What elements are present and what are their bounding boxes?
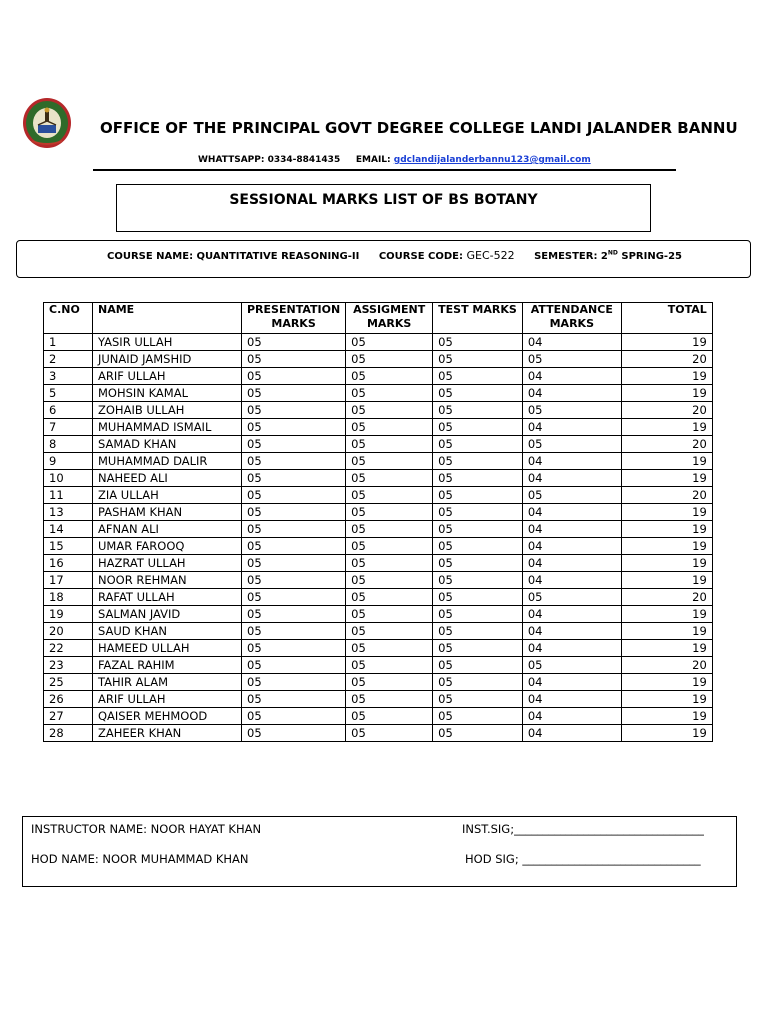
total-cell: 19	[621, 623, 712, 640]
attendance-cell: 04	[522, 334, 621, 351]
total-cell: 19	[621, 538, 712, 555]
test-cell: 05	[433, 691, 523, 708]
presentation-cell: 05	[242, 589, 346, 606]
presentation-cell: 05	[242, 606, 346, 623]
test-cell: 05	[433, 402, 523, 419]
total-cell: 19	[621, 725, 712, 742]
name-cell: FAZAL RAHIM	[93, 657, 242, 674]
name-cell: ZIA ULLAH	[93, 487, 242, 504]
total-cell: 20	[621, 436, 712, 453]
table-header-row	[44, 303, 713, 334]
name-cell: HAZRAT ULLAH	[93, 555, 242, 572]
table-row	[44, 419, 713, 436]
total-cell: 19	[621, 419, 712, 436]
assignment-cell: 05	[346, 572, 433, 589]
cno-cell: 10	[44, 470, 93, 487]
hod-name: HOD NAME: NOOR MUHAMMAD KHAN	[31, 852, 249, 866]
table-row	[44, 453, 713, 470]
semester-label: SEMESTER: 2	[534, 251, 608, 262]
course-name: COURSE NAME: QUANTITATIVE REASONING-II	[107, 251, 360, 262]
attendance-cell: 04	[522, 368, 621, 385]
presentation-cell: 05	[242, 691, 346, 708]
name-cell: UMAR FAROOQ	[93, 538, 242, 555]
table-row	[44, 436, 713, 453]
col-header-total: TOTAL	[621, 303, 712, 334]
cno-cell: 8	[44, 436, 93, 453]
name-cell: ARIF ULLAH	[93, 691, 242, 708]
presentation-cell: 05	[242, 402, 346, 419]
total-cell: 19	[621, 385, 712, 402]
cno-cell: 28	[44, 725, 93, 742]
assignment-cell: 05	[346, 504, 433, 521]
cno-cell: 2	[44, 351, 93, 368]
test-cell: 05	[433, 351, 523, 368]
cno-cell: 25	[44, 674, 93, 691]
presentation-cell: 05	[242, 419, 346, 436]
presentation-cell: 05	[242, 708, 346, 725]
cno-cell: 18	[44, 589, 93, 606]
table-row	[44, 606, 713, 623]
name-cell: NAHEED ALI	[93, 470, 242, 487]
semester-suffix: ND	[607, 249, 618, 257]
cno-cell: 27	[44, 708, 93, 725]
attendance-cell: 04	[522, 725, 621, 742]
assignment-cell: 05	[346, 674, 433, 691]
attendance-cell: 04	[522, 691, 621, 708]
presentation-cell: 05	[242, 385, 346, 402]
test-cell: 05	[433, 674, 523, 691]
name-cell: MUHAMMAD DALIR	[93, 453, 242, 470]
name-cell: SALMAN JAVID	[93, 606, 242, 623]
name-cell: TAHIR ALAM	[93, 674, 242, 691]
attendance-cell: 04	[522, 538, 621, 555]
test-cell: 05	[433, 606, 523, 623]
name-cell: ZAHEER KHAN	[93, 725, 242, 742]
cno-cell: 6	[44, 402, 93, 419]
assignment-cell: 05	[346, 521, 433, 538]
document-title-box	[116, 184, 651, 232]
table-row	[44, 538, 713, 555]
name-cell: PASHAM KHAN	[93, 504, 242, 521]
assignment-cell: 05	[346, 436, 433, 453]
name-cell: SAUD KHAN	[93, 623, 242, 640]
cno-cell: 1	[44, 334, 93, 351]
course-info-line	[107, 249, 682, 262]
presentation-cell: 05	[242, 674, 346, 691]
marks-table-body	[44, 334, 713, 742]
table-row	[44, 572, 713, 589]
email-link[interactable]: gdclandijalanderbannu123@gmail.com	[393, 155, 591, 165]
presentation-cell: 05	[242, 572, 346, 589]
total-cell: 20	[621, 351, 712, 368]
document-title: SESSIONAL MARKS LIST OF BS BOTANY	[229, 192, 538, 208]
assignment-cell: 05	[346, 487, 433, 504]
test-cell: 05	[433, 589, 523, 606]
cno-cell: 15	[44, 538, 93, 555]
attendance-cell: 05	[522, 436, 621, 453]
assignment-cell: 05	[346, 640, 433, 657]
total-cell: 19	[621, 368, 712, 385]
attendance-cell: 04	[522, 470, 621, 487]
name-cell: HAMEED ULLAH	[93, 640, 242, 657]
presentation-cell: 05	[242, 436, 346, 453]
cno-cell: 9	[44, 453, 93, 470]
name-cell: QAISER MEHMOOD	[93, 708, 242, 725]
assignment-cell: 05	[346, 402, 433, 419]
cno-cell: 23	[44, 657, 93, 674]
presentation-cell: 05	[242, 504, 346, 521]
test-cell: 05	[433, 385, 523, 402]
total-cell: 20	[621, 402, 712, 419]
col-header-presentation: PRESENTATION MARKS	[242, 303, 346, 334]
cno-cell: 19	[44, 606, 93, 623]
name-cell: MOHSIN KAMAL	[93, 385, 242, 402]
cno-cell: 17	[44, 572, 93, 589]
total-cell: 20	[621, 487, 712, 504]
test-cell: 05	[433, 334, 523, 351]
table-row	[44, 674, 713, 691]
total-cell: 19	[621, 674, 712, 691]
table-row	[44, 334, 713, 351]
assignment-cell: 05	[346, 334, 433, 351]
assignment-cell: 05	[346, 606, 433, 623]
table-row	[44, 402, 713, 419]
table-row	[44, 351, 713, 368]
name-cell: AFNAN ALI	[93, 521, 242, 538]
test-cell: 05	[433, 572, 523, 589]
presentation-cell: 05	[242, 368, 346, 385]
test-cell: 05	[433, 725, 523, 742]
presentation-cell: 05	[242, 725, 346, 742]
col-header-cno: C.NO	[44, 303, 93, 334]
assignment-cell: 05	[346, 691, 433, 708]
cno-cell: 7	[44, 419, 93, 436]
table-row	[44, 708, 713, 725]
table-row	[44, 589, 713, 606]
table-row	[44, 487, 713, 504]
total-cell: 19	[621, 453, 712, 470]
presentation-cell: 05	[242, 334, 346, 351]
cno-cell: 5	[44, 385, 93, 402]
col-header-test: TEST MARKS	[433, 303, 523, 334]
attendance-cell: 05	[522, 657, 621, 674]
cno-cell: 20	[44, 623, 93, 640]
name-cell: JUNAID JAMSHID	[93, 351, 242, 368]
assignment-cell: 05	[346, 589, 433, 606]
cno-cell: 3	[44, 368, 93, 385]
test-cell: 05	[433, 538, 523, 555]
table-row	[44, 623, 713, 640]
attendance-cell: 04	[522, 708, 621, 725]
test-cell: 05	[433, 640, 523, 657]
signature-box	[22, 816, 737, 887]
attendance-cell: 05	[522, 589, 621, 606]
total-cell: 19	[621, 708, 712, 725]
attendance-cell: 04	[522, 419, 621, 436]
page-title: OFFICE OF THE PRINCIPAL GOVT DEGREE COLLEGE LANDI JALANDER BANNU	[100, 119, 738, 137]
attendance-cell: 04	[522, 623, 621, 640]
assignment-cell: 05	[346, 368, 433, 385]
assignment-cell: 05	[346, 351, 433, 368]
table-row	[44, 521, 713, 538]
table-row	[44, 555, 713, 572]
total-cell: 20	[621, 657, 712, 674]
presentation-cell: 05	[242, 351, 346, 368]
cno-cell: 16	[44, 555, 93, 572]
test-cell: 05	[433, 487, 523, 504]
attendance-cell: 04	[522, 640, 621, 657]
name-cell: ZOHAIB ULLAH	[93, 402, 242, 419]
name-cell: ARIF ULLAH	[93, 368, 242, 385]
college-crest-icon	[22, 97, 72, 149]
course-code-label: COURSE CODE:	[378, 251, 463, 262]
attendance-cell: 04	[522, 385, 621, 402]
test-cell: 05	[433, 623, 523, 640]
assignment-cell: 05	[346, 623, 433, 640]
attendance-cell: 04	[522, 504, 621, 521]
contact-line	[198, 155, 591, 165]
test-cell: 05	[433, 453, 523, 470]
assignment-cell: 05	[346, 385, 433, 402]
table-row	[44, 504, 713, 521]
instructor-name: INSTRUCTOR NAME: NOOR HAYAT KHAN	[31, 822, 262, 836]
presentation-cell: 05	[242, 640, 346, 657]
attendance-cell: 04	[522, 453, 621, 470]
course-info-box	[16, 240, 751, 278]
cno-cell: 22	[44, 640, 93, 657]
course-code-value: GEC-522	[466, 249, 515, 262]
total-cell: 19	[621, 691, 712, 708]
assignment-cell: 05	[346, 555, 433, 572]
name-cell: NOOR REHMAN	[93, 572, 242, 589]
cno-cell: 14	[44, 521, 93, 538]
hod-signature-line: HOD SIG; _______________________________	[465, 852, 701, 866]
table-row	[44, 640, 713, 657]
test-cell: 05	[433, 436, 523, 453]
presentation-cell: 05	[242, 487, 346, 504]
semester-term: SPRING-25	[617, 251, 682, 262]
attendance-cell: 04	[522, 572, 621, 589]
assignment-cell: 05	[346, 538, 433, 555]
attendance-cell: 04	[522, 674, 621, 691]
col-header-attendance: ATTENDANCE MARKS	[522, 303, 621, 334]
test-cell: 05	[433, 368, 523, 385]
attendance-cell: 05	[522, 402, 621, 419]
total-cell: 19	[621, 640, 712, 657]
test-cell: 05	[433, 657, 523, 674]
presentation-cell: 05	[242, 453, 346, 470]
marks-table	[43, 302, 713, 742]
whatsapp-number: WHATTSAPP: 0334-8841435	[198, 155, 341, 165]
assignment-cell: 05	[346, 725, 433, 742]
test-cell: 05	[433, 521, 523, 538]
name-cell: MUHAMMAD ISMAIL	[93, 419, 242, 436]
instructor-signature-line: INST.SIG;_________________________________	[462, 822, 704, 836]
attendance-cell: 04	[522, 606, 621, 623]
assignment-cell: 05	[346, 708, 433, 725]
name-cell: RAFAT ULLAH	[93, 589, 242, 606]
assignment-cell: 05	[346, 470, 433, 487]
attendance-cell: 05	[522, 351, 621, 368]
total-cell: 19	[621, 334, 712, 351]
total-cell: 19	[621, 555, 712, 572]
table-row	[44, 470, 713, 487]
cno-cell: 13	[44, 504, 93, 521]
table-row	[44, 725, 713, 742]
assignment-cell: 05	[346, 657, 433, 674]
attendance-cell: 05	[522, 487, 621, 504]
table-row	[44, 691, 713, 708]
email-label: EMAIL:	[355, 155, 391, 165]
cno-cell: 11	[44, 487, 93, 504]
name-cell: YASIR ULLAH	[93, 334, 242, 351]
test-cell: 05	[433, 504, 523, 521]
test-cell: 05	[433, 419, 523, 436]
test-cell: 05	[433, 470, 523, 487]
presentation-cell: 05	[242, 657, 346, 674]
total-cell: 19	[621, 521, 712, 538]
table-row	[44, 385, 713, 402]
table-row	[44, 657, 713, 674]
total-cell: 19	[621, 470, 712, 487]
presentation-cell: 05	[242, 521, 346, 538]
assignment-cell: 05	[346, 419, 433, 436]
attendance-cell: 04	[522, 521, 621, 538]
header-divider	[93, 169, 676, 171]
total-cell: 20	[621, 589, 712, 606]
presentation-cell: 05	[242, 538, 346, 555]
presentation-cell: 05	[242, 470, 346, 487]
presentation-cell: 05	[242, 555, 346, 572]
test-cell: 05	[433, 708, 523, 725]
presentation-cell: 05	[242, 623, 346, 640]
total-cell: 19	[621, 504, 712, 521]
total-cell: 19	[621, 606, 712, 623]
name-cell: SAMAD KHAN	[93, 436, 242, 453]
table-row	[44, 368, 713, 385]
attendance-cell: 04	[522, 555, 621, 572]
total-cell: 19	[621, 572, 712, 589]
cno-cell: 26	[44, 691, 93, 708]
col-header-name: NAME	[93, 303, 242, 334]
assignment-cell: 05	[346, 453, 433, 470]
test-cell: 05	[433, 555, 523, 572]
col-header-assignment: ASSIGMENT MARKS	[346, 303, 433, 334]
